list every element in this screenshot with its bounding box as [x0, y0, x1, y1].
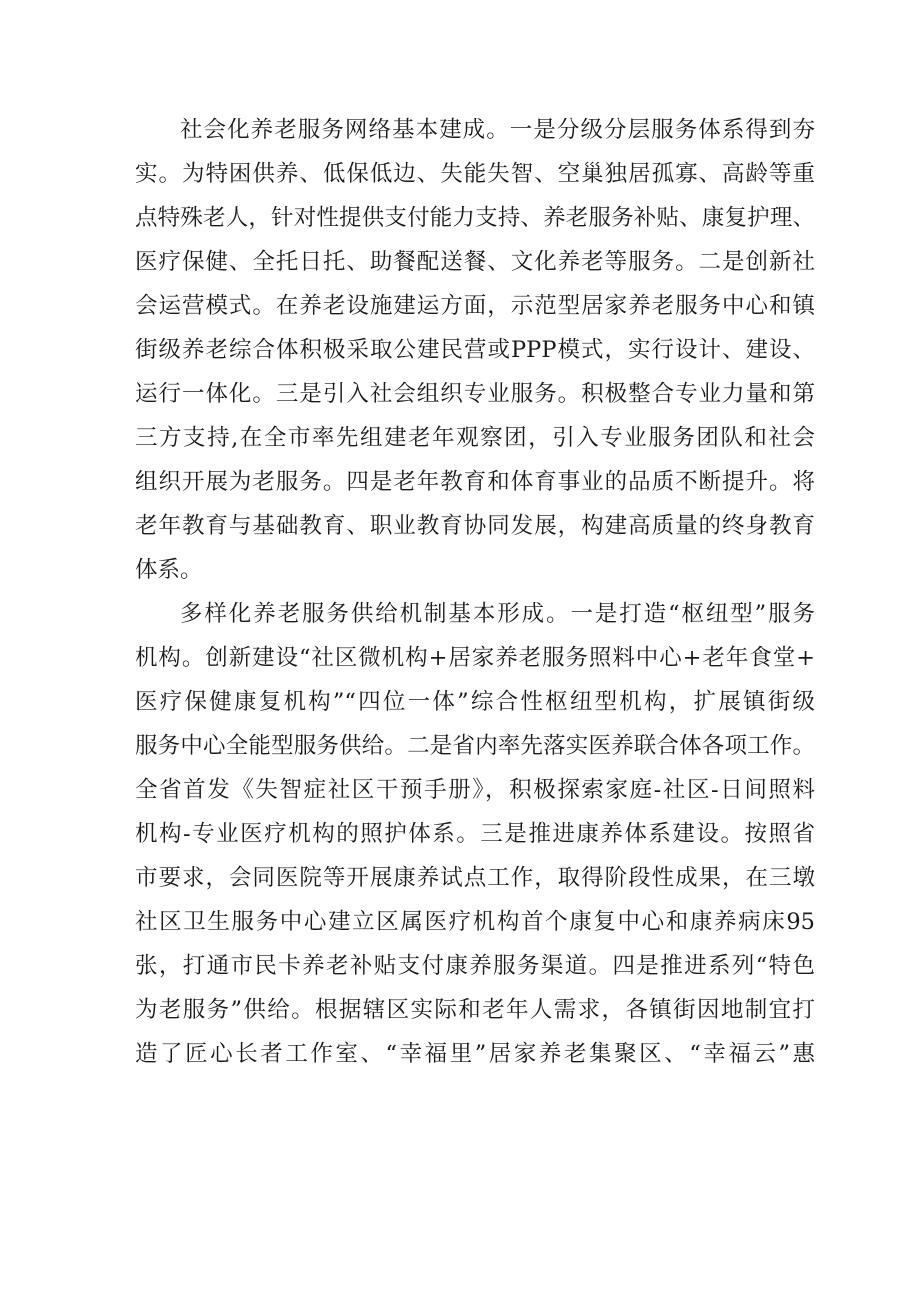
paragraph-2-line-2: 机构。创新建设“社区微机构+居家养老服务照料中心+老年食堂+	[135, 645, 815, 671]
paragraph-2-line-4: 服务中心全能型服务供给。二是省内率先落实医养联合体各项工作。	[135, 733, 815, 759]
paragraph-1-line-10: 老年教育与基础教育、职业教育协同发展，构建高质量的终身教育	[135, 513, 815, 539]
paragraph-1-line-4: 医疗保健、全托日托、助餐配送餐、文化养老等服务。二是创新社	[135, 249, 815, 275]
paragraph-1-line-7: 运行一体化。三是引入社会组织专业服务。积极整合专业力量和第	[135, 381, 815, 407]
paragraph-1-line-1: 社会化养老服务网络基本建成。一是分级分层服务体系得到夯	[180, 117, 815, 143]
paragraph-1-line-8: 三方支持,在全市率先组建老年观察团，引入专业服务团队和社会	[135, 425, 815, 451]
paragraph-2-line-9: 张，打通市民卡养老补贴支付康养服务渠道。四是推进系列“特色	[135, 953, 815, 979]
paragraph-1-line-3: 点特殊老人，针对性提供支付能力支持、养老服务补贴、康复护理、	[135, 205, 815, 231]
paragraph-1-line-9: 组织开展为老服务。四是老年教育和体育事业的品质不断提升。将	[135, 469, 815, 495]
paragraph-2-line-8: 社区卫生服务中心建立区属医疗机构首个康复中心和康养病床95	[135, 909, 815, 935]
paragraph-2-line-1: 多样化养老服务供给机制基本形成。一是打造“枢纽型”服务	[180, 601, 815, 627]
paragraph-2-line-6: 机构-专业医疗机构的照护体系。三是推进康养体系建设。按照省	[135, 821, 815, 847]
paragraph-1-line-11: 体系。	[135, 557, 203, 583]
paragraph-1-line-6: 街级养老综合体积极采取公建民营或PPP模式，实行设计、建设、	[135, 337, 815, 363]
paragraph-2-line-11: 造了匠心长者工作室、“幸福里”居家养老集聚区、“幸福云”惠	[135, 1041, 815, 1067]
paragraph-1-line-2: 实。为特困供养、低保低边、失能失智、空巢独居孤寡、高龄等重	[135, 161, 815, 187]
paragraph-2-line-5: 全省首发《失智症社区干预手册》，积极探索家庭-社区-日间照料	[135, 777, 815, 803]
paragraph-2-line-7: 市要求，会同医院等开展康养试点工作，取得阶段性成果，在三墩	[135, 865, 815, 891]
paragraph-2-line-10: 为老服务”供给。根据辖区实际和老年人需求，各镇街因地制宜打	[135, 997, 815, 1023]
paragraph-1-line-5: 会运营模式。在养老设施建运方面，示范型居家养老服务中心和镇	[135, 293, 815, 319]
paragraph-2-line-3: 医疗保健康复机构”“四位一体”综合性枢纽型机构，扩展镇街级	[135, 689, 815, 715]
